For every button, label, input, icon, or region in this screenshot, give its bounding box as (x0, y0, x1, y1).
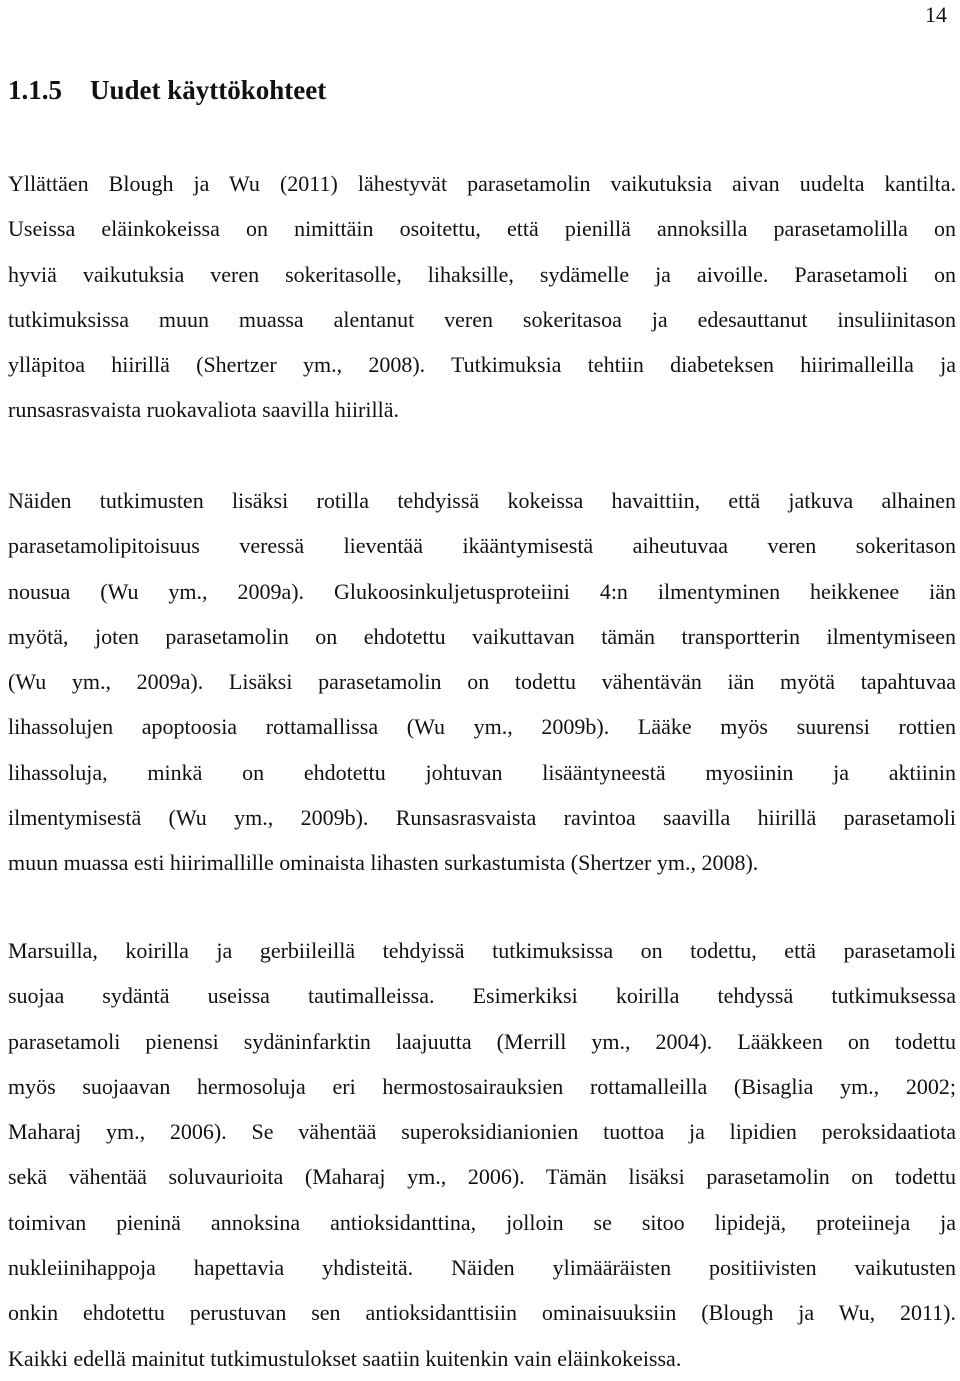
text-line: nousua (Wu ym., 2009a). Glukoosinkuljetusproteiini 4:n ilmentyminen heikkenee iän (8, 578, 956, 604)
text-line: Useissa eläinkokeissa on nimittäin osoitettu, että pienillä annoksilla parasetamolilla on (8, 216, 956, 242)
text-line: Yllättäen Blough ja Wu (2011) lähestyvät parasetamolin vaikutuksia aivan uudelta kantilta. (8, 171, 956, 196)
text-line: suojaa sydäntä useissa tautimalleissa. Esimerkiksi koirilla tehdyssä tutkimuksessa (8, 983, 956, 1009)
text-line: sekä vähentää soluvaurioita (Maharaj ym., 2006). Tämän lisäksi parasetamolin on todettu (8, 1164, 956, 1190)
text-line: myötä, joten parasetamolin on ehdotettu vaikuttavan tämän transportterin ilmentymiseen (8, 623, 956, 649)
text-line: (Wu ym., 2009a). Lisäksi parasetamolin on todettu vähentävän iän myötä tapahtuvaa (8, 669, 956, 695)
text-line: Näiden tutkimusten lisäksi rotilla tehdyissä kokeissa havaittiin, että jatkuva alhainen (8, 488, 956, 513)
text-line: tutkimuksissa muun muassa alentanut veren sokeritasoa ja edesauttanut insuliinitason (8, 306, 956, 332)
text-line: parasetamolipitoisuus veressä lieventää ikääntymisestä aiheutuvaa veren sokeritason (8, 533, 956, 559)
text-line: runsasrasvaista ruokavaliota saavilla hiirillä. (8, 397, 399, 423)
section-title: Uudet käyttökohteet (90, 75, 327, 105)
section-heading (8, 72, 326, 108)
text-line: nukleiinihappoja hapettavia yhdisteitä. Näiden ylimääräisten positiivisten vaikutusten (8, 1255, 956, 1281)
body-paragraph-3 (8, 928, 956, 1381)
text-line: lihassoluja, minkä on ehdotettu johtuvan lisääntyneestä myosiinin ja aktiinin (8, 759, 956, 785)
text-line: Maharaj ym., 2006). Se vähentää superoksidianionien tuottoa ja lipidien peroksidaatiota (8, 1119, 956, 1145)
text-line: ylläpitoa hiirillä (Shertzer ym., 2008). Tutkimuksia tehtiin diabeteksen hiirimalleilla ja (8, 352, 956, 378)
text-line: Marsuilla, koirilla ja gerbiileillä tehdyissä tutkimuksissa on todettu, että parasetamoli (8, 938, 956, 963)
section-number: 1.1.5 (8, 75, 62, 105)
text-line: ilmentymisestä (Wu ym., 2009b). Runsasrasvaista ravintoa saavilla hiirillä parasetamoli (8, 805, 956, 831)
text-line: myös suojaavan hermosoluja eri hermostosairauksien rottamalleilla (Bisaglia ym., 2002; (8, 1073, 956, 1099)
text-line: lihassolujen apoptoosia rottamallissa (Wu ym., 2009b). Lääke myös suurensi rottien (8, 714, 956, 740)
body-paragraph-1 (8, 161, 956, 433)
text-line: Kaikki edellä mainitut tutkimustulokset saatiin kuitenkin vain eläinkokeissa. (8, 1345, 682, 1371)
text-line: muun muassa esti hiirimallille ominaista lihasten surkastumista (Shertzer ym., 2008). (8, 850, 759, 876)
text-line: hyviä vaikutuksia veren sokeritasolle, lihaksille, sydämelle ja aivoille. Parasetamoli on (8, 261, 956, 287)
text-line: parasetamoli pienensi sydäninfarktin laajuutta (Merrill ym., 2004). Lääkkeen on todettu (8, 1028, 956, 1054)
body-paragraph-2 (8, 478, 956, 886)
page-number: 14 (925, 2, 947, 27)
text-line: onkin ehdotettu perustuvan sen antioksidanttisiin ominaisuuksiin (Blough ja Wu, 2011). (8, 1300, 956, 1326)
text-line: toimivan pieninä annoksina antioksidanttina, jolloin se sitoo lipidejä, proteiineja ja (8, 1209, 956, 1235)
